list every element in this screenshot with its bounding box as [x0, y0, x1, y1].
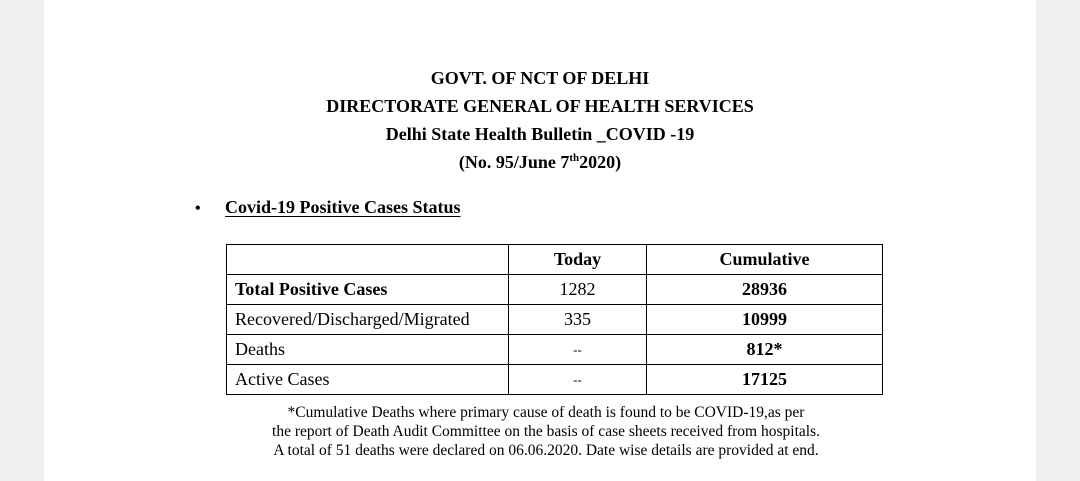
footnote: [0, 403, 1080, 460]
row-today: --: [509, 335, 647, 365]
table-row-total-positive: [227, 275, 883, 305]
row-cumulative: 10999: [647, 305, 883, 335]
bullet-icon: •: [195, 200, 201, 217]
section-title: Covid-19 Positive Cases Status: [225, 197, 461, 217]
row-label: Total Positive Cases: [227, 275, 509, 305]
bulletin-title: Delhi State Health Bulletin _COVID -19: [385, 124, 695, 144]
row-cumulative: 812*: [647, 335, 883, 365]
bulletin-number-suffix: 2020): [579, 152, 622, 172]
header-cumulative: Cumulative: [647, 245, 883, 275]
table-row-active: [227, 365, 883, 395]
row-today: 1282: [509, 275, 647, 305]
row-today: --: [509, 365, 647, 395]
footnote-line-1: *Cumulative Deaths where primary cause of death is found to be COVID-19,as per: [287, 404, 805, 421]
cases-status-table: [226, 244, 883, 395]
govt-title: GOVT. OF NCT OF DELHI: [430, 68, 650, 88]
bulletin-number-prefix: (No. 95/June 7: [458, 152, 570, 172]
bulletin-number-sup: th: [569, 152, 580, 164]
row-cumulative: 28936: [647, 275, 883, 305]
table-row-recovered: [227, 305, 883, 335]
table-header-row: [227, 245, 883, 275]
row-cumulative: 17125: [647, 365, 883, 395]
row-today: 335: [509, 305, 647, 335]
row-label: Recovered/Discharged/Migrated: [227, 305, 509, 335]
section-heading: [195, 197, 461, 218]
footnote-line-2: the report of Death Audit Committee on the basis of case sheets received from hospitals.: [272, 423, 820, 440]
bulletin-header: [0, 64, 1080, 176]
directorate-title: DIRECTORATE GENERAL OF HEALTH SERVICES: [326, 96, 754, 116]
header-today: Today: [509, 245, 647, 275]
bulletin-number: [0, 148, 1080, 176]
row-label: Deaths: [227, 335, 509, 365]
header-label-cell: [227, 245, 509, 275]
footnote-line-3: A total of 51 deaths were declared on 06.06.2020. Date wise details are provided at end.: [273, 442, 819, 459]
row-label: Active Cases: [227, 365, 509, 395]
table-row-deaths: [227, 335, 883, 365]
